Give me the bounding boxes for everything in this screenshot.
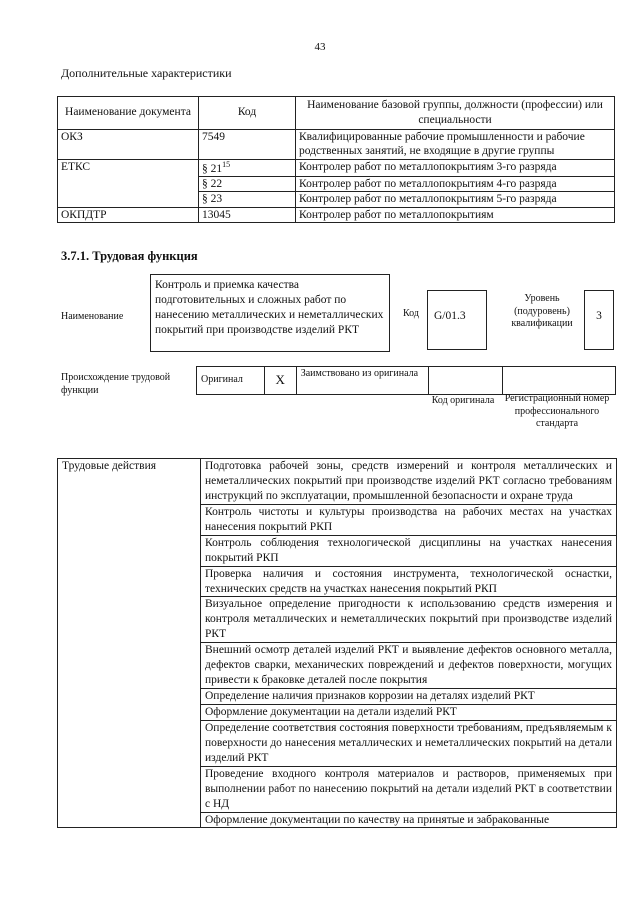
origin-code-cell bbox=[428, 367, 502, 395]
code-label: Код bbox=[403, 308, 419, 319]
doc-cell: ОКЗ bbox=[58, 129, 199, 159]
labor-actions-table bbox=[57, 458, 617, 828]
name-cell: Квалифицированные рабочие промышленности и рабочие родственных занятий, не входящие в другие группы bbox=[296, 129, 615, 159]
code-cell: § 23 bbox=[199, 192, 296, 207]
table-row-etks-21 bbox=[58, 159, 615, 176]
additional-characteristics-title: Дополнительные характеристики bbox=[61, 66, 232, 80]
list-item: Внешний осмотр деталей изделий РКТ и выявление дефектов основного металла, дефектов сварки, механических повреждений и дефектов поверхности, могущих привести к браковке деталей после покрытия bbox=[201, 643, 617, 689]
name-cell: Контролер работ по металлопокрытиям 5-го разряда bbox=[296, 192, 615, 207]
list-item: Проверка наличия и состояния инструмента, технологической оснастки, технических средств на участках нанесения покрытий РКП bbox=[201, 566, 617, 597]
list-item: Оформление документации на детали изделий РКТ bbox=[201, 705, 617, 721]
list-item: Оформление документации по качеству на принятые и забракованные bbox=[205, 813, 550, 826]
original-mark: X bbox=[264, 367, 296, 395]
code-cell: 7549 bbox=[199, 129, 296, 159]
header-code: Код bbox=[199, 97, 296, 130]
labor-actions-label: Трудовые действия bbox=[58, 459, 201, 828]
list-item-cut bbox=[201, 812, 617, 827]
origin-code-label: Код оригинала bbox=[431, 395, 495, 406]
list-item: Проведение входного контроля материалов и растворов, применяемых при выполнении работ по нанесению покрытий на детали изделий РКТ в соответствии с НД bbox=[201, 766, 617, 812]
name-cell: Контролер работ по металлопокрытиям bbox=[296, 207, 615, 222]
list-item: Контроль чистоты и культуры производства на рабочих местах на участках нанесения покрытий РКП bbox=[201, 504, 617, 535]
code-cell: § 22 bbox=[199, 176, 296, 191]
name-label: Наименование bbox=[61, 311, 124, 322]
additional-characteristics-table bbox=[57, 96, 615, 223]
borrowed-cell: Заимствовано из оригинала bbox=[296, 367, 428, 395]
function-code-box: G/01.3 bbox=[427, 290, 487, 350]
function-name-box: Контроль и приемка качества подготовительных и сложных работ по нанесению металлических и неметаллических покрытий при производстве изделий РКТ bbox=[150, 274, 390, 352]
table-header-row bbox=[58, 97, 615, 130]
list-item: Определение соответствия состояния поверхности требованиям, предъявляемым к поверхности до нанесения металлических и неметаллических покрытий на детали изделий РКТ bbox=[201, 720, 617, 766]
level-value-box: 3 bbox=[584, 290, 614, 350]
table-row bbox=[58, 459, 617, 505]
footnote-ref: 15 bbox=[222, 159, 231, 169]
registration-number-label: Регистрационный номер профессионального стандарта bbox=[504, 393, 610, 429]
header-document: Наименование документа bbox=[58, 97, 199, 130]
table-row-okpdtr bbox=[58, 207, 615, 222]
origin-table bbox=[196, 366, 616, 395]
table-row-okz bbox=[58, 129, 615, 159]
registration-number-cell bbox=[502, 367, 615, 395]
code-text: § 21 bbox=[202, 162, 223, 175]
name-cell: Контролер работ по металлопокрытиям 4-го разряда bbox=[296, 176, 615, 191]
header-group-name: Наименование базовой группы, должности (профессии) или специальности bbox=[296, 97, 615, 130]
code-cell: 13045 bbox=[199, 207, 296, 222]
level-label: Уровень (подуровень) квалификации bbox=[511, 293, 573, 329]
list-item: Подготовка рабочей зоны, средств измерений и контроля металлических и неметаллических покрытий при производстве изделий РКТ согласно требованиям инструкций по эксплуатации, промышленной безопасности и охране труда bbox=[201, 459, 617, 505]
list-item: Визуальное определение пригодности к использованию средств измерения и контроля металлических и неметаллических покрытий при производстве изделий РКТ bbox=[201, 597, 617, 643]
name-cell: Контролер работ по металлопокрытиям 3-го разряда bbox=[296, 159, 615, 176]
labor-function-heading: 3.7.1. Трудовая функция bbox=[61, 249, 198, 263]
doc-cell: ЕТКС bbox=[58, 159, 199, 207]
doc-cell: ОКПДТР bbox=[58, 207, 199, 222]
code-cell bbox=[199, 159, 296, 176]
original-cell: Оригинал bbox=[197, 367, 265, 395]
list-item: Определение наличия признаков коррозии на деталях изделий РКТ bbox=[201, 689, 617, 705]
list-item: Контроль соблюдения технологической дисциплины на участках нанесения покрытий РКП bbox=[201, 535, 617, 566]
origin-row bbox=[197, 367, 616, 395]
origin-label: Происхождение трудовой функции bbox=[61, 372, 171, 396]
page-number: 43 bbox=[314, 41, 326, 53]
